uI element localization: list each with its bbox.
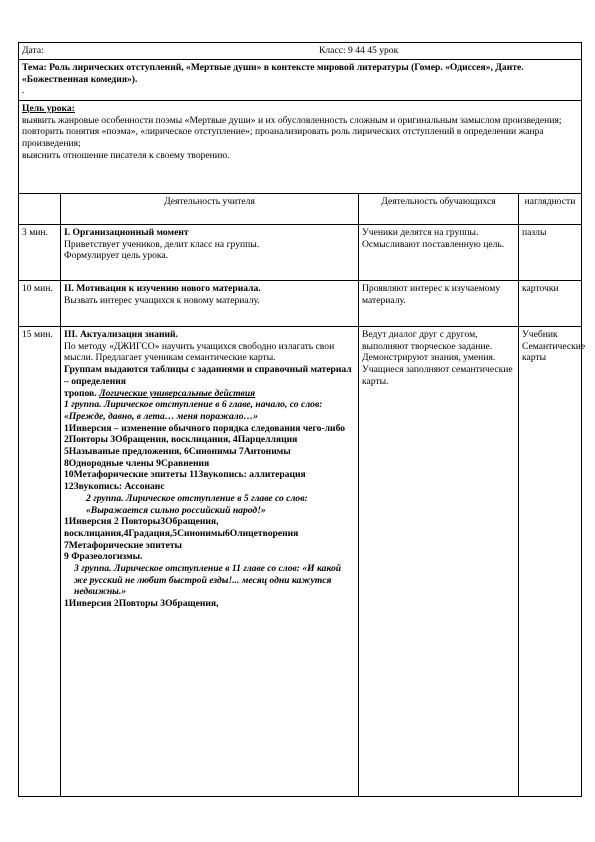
teacher-header: Деятельность учителя	[61, 194, 359, 225]
column-header-row	[19, 194, 582, 225]
group-1-item: 8Однородные члены 9Сравнения	[64, 457, 210, 469]
time-header-cell	[19, 194, 61, 225]
lesson-plan-table	[18, 42, 586, 797]
students-header: Деятельность обучающихся	[359, 194, 519, 225]
time-cell: 3 мин.	[19, 225, 61, 281]
teacher-cell	[61, 327, 359, 797]
time-cell: 10 мин.	[19, 281, 61, 327]
topic-cell	[19, 60, 582, 101]
visual-header: наглядности	[519, 194, 582, 225]
logical-actions-label: Логические универсальные действия	[99, 387, 256, 399]
stage-title: I. Организационный момент	[64, 227, 189, 238]
group-2-item: 1Инверсия 2 Повторы3Обращения, восклицания,4Градация,5Синонимы6Олицетворения 7Метафорические эпитеты	[64, 516, 299, 551]
students-cell: Ученики делятся на группы. Осмысливают поставленную цель.	[359, 225, 519, 281]
teacher-text: Приветствует учеников, делит класс на группы.	[64, 238, 260, 250]
students-cell: Проявляют интерес к изучаемому материалу.	[359, 281, 519, 327]
table-row	[19, 327, 582, 797]
teacher-groups: Группам выдаются таблицы с заданиями и справочный материал – определения	[64, 364, 352, 387]
lesson-plan-page	[18, 42, 586, 797]
lesson-topic: Тема: Роль лирических отступлений, «Мертвые души» в контексте мировой литературы (Гомер. «Одиссея», Данте. «Божественная комедия»).	[22, 62, 524, 85]
stage-title: II. Мотивация к изучению нового материала.	[64, 283, 261, 294]
table-row	[19, 225, 582, 281]
teacher-text: Вызвать интерес учащихся к новому материалу.	[64, 294, 260, 306]
goal-cell	[19, 101, 582, 194]
students-cell: Ведут диалог друг с другом, выполняют творческое задание. Демонстрируют знания, умения. Учащиеся заполняют семантические карты.	[359, 327, 519, 797]
goal-row	[19, 101, 582, 194]
date-cell	[19, 43, 582, 60]
goal-line-2: выяснить отношение писателя к своему творению.	[22, 149, 230, 161]
group-1-item: 10Метафорические эпитеты 11Звукопись: аллитерация 12Звукопись: Ассонанс	[64, 469, 306, 493]
stage-title: III. Актуализация знаний.	[64, 329, 178, 340]
time-cell: 15 мин.	[19, 327, 61, 797]
goal-line-1: выявить жанровые особенности поэмы «Мертвые души» и их обусловленность сложным и оригинальным замыслом произведения; повторить понятия «поэма», «лирическое отступление»; проанализировать роль лирических отступлений в определении жанра произведения;	[22, 114, 562, 150]
teacher-cell	[61, 281, 359, 327]
class-label: Класс: 9 44 45 урок	[319, 45, 399, 56]
visual-cell: пазлы	[519, 225, 582, 281]
table-row	[19, 281, 582, 327]
goal-title: Цель урока:	[22, 103, 75, 114]
group-3-title: 3 группа. Лирическое отступление в 11 главе со слов: «И какой же русский не любит быстрой езды!... месяц одни кажутся недвижны.»	[74, 563, 342, 598]
date-row	[19, 43, 582, 60]
group-3-item: 1Инверсия 2Повторы 3Обращения,	[64, 598, 219, 610]
visual-cell: Учебник Семантические карты	[519, 327, 582, 797]
group-2-item: 9 Фразеологизмы.	[64, 551, 143, 563]
group-1-item: 1Инверсия – изменение обычного порядка следования чего-либо 2Повторы 3Обращения, восклицания, 4Парцелляция 5Называные предложения, 6Синонимы 7Антонимы	[64, 422, 346, 458]
group-1-title: 1 группа. Лирическое отступление в 6 главе, начало, со слов: «Прежде, давно, в лета… меня поражало…»	[64, 399, 323, 422]
topic-row	[19, 60, 582, 101]
date-label: Дата:	[22, 45, 44, 56]
visual-cell: карточки	[519, 281, 582, 327]
teacher-terms: тропов. Логические универсальные действия	[64, 387, 256, 399]
group-2-title: 2 группа. Лирическое отступление в 5 главе со слов: «Выражается сильно российский народ!»	[86, 492, 308, 516]
topic-dot: .	[22, 85, 25, 97]
teacher-cell	[61, 225, 359, 281]
teacher-text: Формулирует цель урока.	[64, 250, 169, 262]
teacher-intro: По методу «ДЖИГСО» научить учащихся свободно излагать свои мысли. Предлагает ученикам семантические карты.	[64, 340, 335, 364]
